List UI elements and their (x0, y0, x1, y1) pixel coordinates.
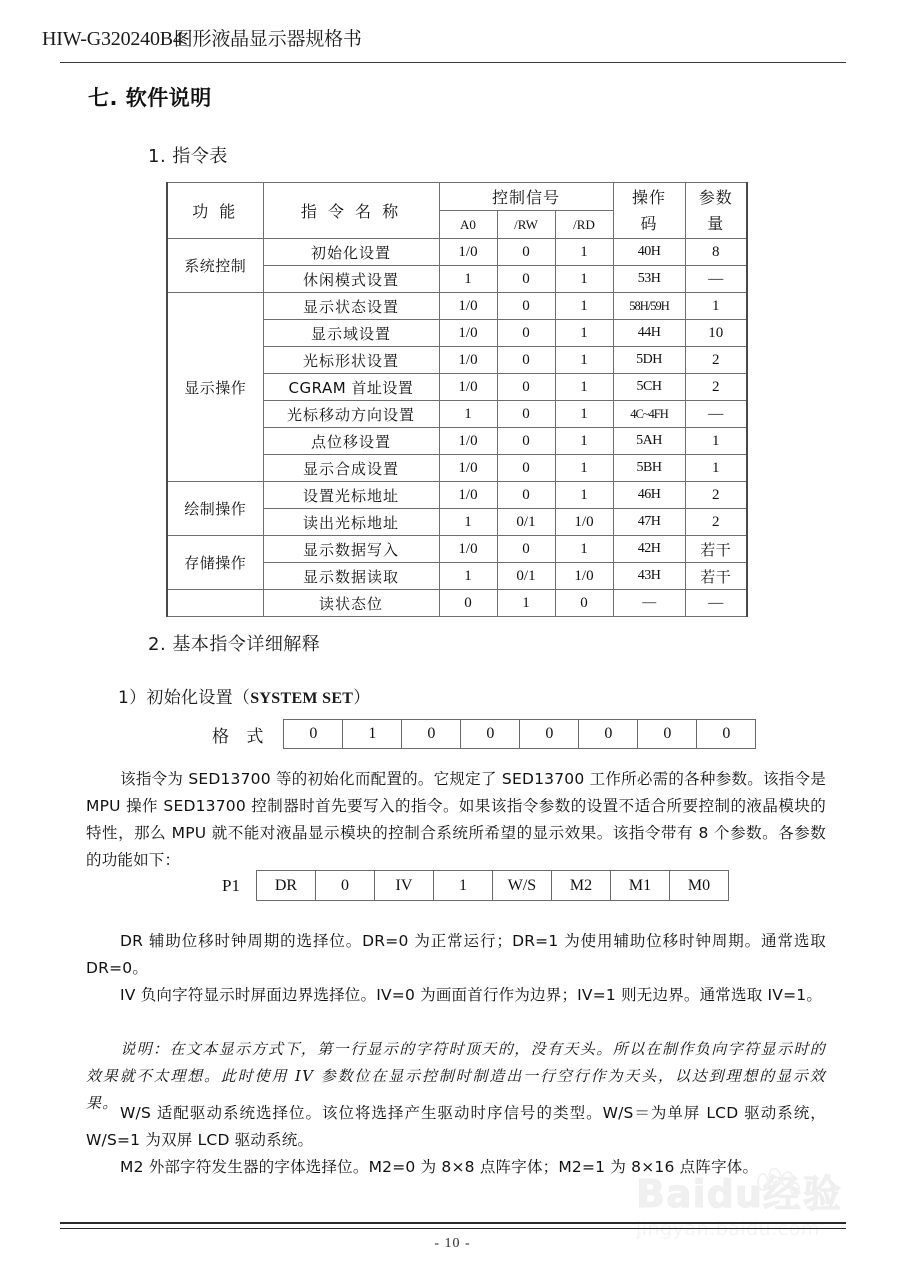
format-bit-boxes (283, 719, 756, 749)
cell-a0: 1 (439, 401, 497, 428)
p1-bit-cell-2: IV (375, 871, 434, 900)
cell-param-count: 10 (685, 320, 747, 347)
cell-function-group: 系统控制 (167, 239, 263, 293)
cell-param-count: — (685, 590, 747, 617)
cell-opcode: 42H (613, 536, 685, 563)
format-bit-cell-5: 0 (579, 720, 638, 748)
cell-a0: 1/0 (439, 536, 497, 563)
format-bit-cell-6: 0 (638, 720, 697, 748)
format-bit-cell-4: 0 (520, 720, 579, 748)
cell-a0: 1/0 (439, 347, 497, 374)
cell-a0: 1/0 (439, 320, 497, 347)
subsection-heading-systemset (118, 683, 371, 708)
cell-command-name: 点位移设置 (263, 428, 439, 455)
command-table-head (167, 183, 747, 239)
command-table-container (166, 182, 748, 617)
cell-a0: 1 (439, 563, 497, 590)
cell-function-group (167, 590, 263, 617)
p1-bit-cell-3: 1 (434, 871, 493, 900)
systemset-heading-cjk: 1）初始化设置（ (118, 688, 251, 708)
format-bit-row (212, 719, 756, 749)
table-row (167, 536, 747, 563)
cell-a0: 1/0 (439, 239, 497, 266)
paragraph-iv (86, 982, 826, 1009)
cell-rw: 0/1 (497, 509, 555, 536)
cell-opcode: 40H (613, 239, 685, 266)
cell-param-count: 2 (685, 347, 747, 374)
cell-a0: 0 (439, 590, 497, 617)
cell-command-name: 设置光标地址 (263, 482, 439, 509)
cell-a0: 1/0 (439, 482, 497, 509)
cell-rd: 1 (555, 401, 613, 428)
cell-rw: 0 (497, 482, 555, 509)
footer-rule-bottom (60, 1228, 846, 1229)
cell-rd: 0 (555, 590, 613, 617)
cell-param-count: 1 (685, 428, 747, 455)
cell-command-name: 休闲模式设置 (263, 266, 439, 293)
cell-rd: 1 (555, 239, 613, 266)
cell-a0: 1 (439, 509, 497, 536)
cell-command-name: 读出光标地址 (263, 509, 439, 536)
subsection-heading-command-table: 1. 指令表 (148, 146, 228, 167)
paragraph-dr (86, 928, 826, 982)
cell-command-name: 显示数据写入 (263, 536, 439, 563)
cell-param-count: 2 (685, 374, 747, 401)
cell-opcode: 5AH (613, 428, 685, 455)
cell-command-name: 光标移动方向设置 (263, 401, 439, 428)
cell-rw: 0 (497, 536, 555, 563)
th-opcode-line1: 操作 (631, 187, 666, 207)
page-header (0, 26, 905, 66)
cell-rd: 1 (555, 455, 613, 482)
cell-a0: 1 (439, 266, 497, 293)
cell-rw: 1 (497, 590, 555, 617)
paragraph-m2 (86, 1154, 826, 1181)
cell-command-name: 显示数据读取 (263, 563, 439, 590)
table-row (167, 293, 747, 320)
p1-bit-boxes (256, 870, 729, 901)
header-rule (60, 62, 846, 63)
p1-bit-cell-0: DR (257, 871, 316, 900)
th-rd: /RD (555, 211, 613, 239)
th-control-signal: 控制信号 (439, 183, 613, 211)
command-table (166, 182, 748, 617)
cell-rd: 1 (555, 320, 613, 347)
cell-param-count: 1 (685, 293, 747, 320)
cell-rw: 0/1 (497, 563, 555, 590)
cell-function-group: 显示操作 (167, 293, 263, 482)
cell-opcode: 43H (613, 563, 685, 590)
cell-param-count: — (685, 266, 747, 293)
section-heading: 七. 软件说明 (88, 86, 212, 110)
cell-function-group: 绘制操作 (167, 482, 263, 536)
cell-command-name: 读状态位 (263, 590, 439, 617)
p1-bit-cell-4: W/S (493, 871, 552, 900)
cell-function-group: 存储操作 (167, 536, 263, 590)
paragraph-ws-text: W/S 适配驱动系统选择位。该位将选择产生驱动时序信号的类型。W/S＝为单屏 LCD 驱动系统，W/S=1 为双屏 LCD 驱动系统。 (86, 1104, 826, 1149)
table-row (167, 590, 747, 617)
cell-rw: 0 (497, 374, 555, 401)
paragraph-m2-text: M2 外部字符发生器的字体选择位。M2=0 为 8×8 点阵字体；M2=1 为 8×16 点阵字体。 (120, 1158, 759, 1176)
p1-row-label: P1 (222, 875, 240, 895)
header-doc-title: 图形液晶显示器规格书 (173, 28, 362, 50)
table-row (167, 482, 747, 509)
cell-opcode: 58H/59H (613, 293, 685, 320)
cell-param-count: 8 (685, 239, 747, 266)
paragraph-iv-text: IV 负向字符显示时屏面边界选择位。IV=0 为画面首行作为边界；IV=1 则无边界。通常选取 IV=1。 (120, 986, 823, 1004)
cell-rd: 1 (555, 536, 613, 563)
systemset-heading-latin: SYSTEM SET (250, 690, 354, 707)
footer-rule-top (60, 1222, 846, 1224)
cell-opcode: 46H (613, 482, 685, 509)
cell-opcode: 5DH (613, 347, 685, 374)
paragraph-systemset (86, 766, 826, 874)
cell-param-count: 2 (685, 509, 747, 536)
cell-param-count: 若干 (685, 563, 747, 590)
paragraph-dr-text: DR 辅助位移时钟周期的选择位。DR=0 为正常运行；DR=1 为使用辅助位移时钟周期。通常选取 DR=0。 (86, 932, 826, 977)
cell-param-count: 2 (685, 482, 747, 509)
cell-rw: 0 (497, 293, 555, 320)
format-row-label: 格 式 (212, 726, 270, 747)
subsection-heading-detail: 2. 基本指令详细解释 (148, 634, 321, 655)
th-param-line2: 量 (707, 213, 725, 233)
cell-command-name: 显示状态设置 (263, 293, 439, 320)
cell-rw: 0 (497, 455, 555, 482)
cell-a0: 1/0 (439, 428, 497, 455)
format-bit-cell-2: 0 (402, 720, 461, 748)
cell-rd: 1/0 (555, 563, 613, 590)
command-table-body (167, 239, 747, 617)
th-opcode (613, 183, 685, 239)
format-bit-cell-0: 0 (284, 720, 343, 748)
th-param-line1: 参数 (698, 187, 733, 207)
cell-rw: 0 (497, 239, 555, 266)
p1-bit-row (222, 870, 729, 901)
cell-param-count: 1 (685, 455, 747, 482)
cell-rw: 0 (497, 347, 555, 374)
cell-a0: 1/0 (439, 293, 497, 320)
p1-bit-cell-1: 0 (316, 871, 375, 900)
cell-opcode: 44H (613, 320, 685, 347)
cell-command-name: 显示域设置 (263, 320, 439, 347)
cell-rw: 0 (497, 428, 555, 455)
cell-a0: 1/0 (439, 455, 497, 482)
cell-param-count: 若干 (685, 536, 747, 563)
th-opcode-line2: 码 (640, 213, 658, 233)
format-bit-cell-3: 0 (461, 720, 520, 748)
watermark-latin: Baidu (636, 1172, 763, 1216)
cell-rw: 0 (497, 320, 555, 347)
watermark-sub-text: jingyan.baidu.com (636, 1218, 820, 1240)
format-bit-cell-1: 1 (343, 720, 402, 748)
header-doc-code: HIW-G320240B4 (42, 28, 183, 50)
format-bit-cell-7: 0 (697, 720, 755, 748)
p1-bit-cell-6: M1 (611, 871, 670, 900)
cell-rw: 0 (497, 401, 555, 428)
p1-bit-cell-7: M0 (670, 871, 728, 900)
cell-opcode: 5BH (613, 455, 685, 482)
paragraph-systemset-text: 该指令为 SED13700 等的初始化而配置的。它规定了 SED13700 工作所必需的各种参数。该指令是 MPU 操作 SED13700 控制器时首先要写入的指令。如果该指令参数的设置不适合所要控制的液晶模块的特性，那么 MPU 就不能对液晶显示模块的控制合系统所希望的显示效果。该指令带有 8 个参数。各参数的功能如下： (86, 770, 826, 869)
cell-opcode: 47H (613, 509, 685, 536)
paragraph-note-text: 说明：在文本显示方式下，第一行显示的字符时顶天的，没有天头。所以在制作负向字符显示时的效果就不太理想。此时使用 IV 参数位在显示控制时制造出一行空行作为天头，以达到理想的显示效果。 (86, 1040, 826, 1112)
cell-rd: 1 (555, 293, 613, 320)
cell-command-name: CGRAM 首址设置 (263, 374, 439, 401)
systemset-heading-tail: ） (353, 688, 371, 708)
th-command-name: 指 令 名 称 (263, 183, 439, 239)
cell-command-name: 光标形状设置 (263, 347, 439, 374)
table-row (167, 239, 747, 266)
th-param-count (685, 183, 747, 239)
cell-rd: 1 (555, 347, 613, 374)
cell-opcode: 5CH (613, 374, 685, 401)
cell-rd: 1/0 (555, 509, 613, 536)
cell-rw: 0 (497, 266, 555, 293)
watermark-cjk: 经验 (762, 1172, 843, 1216)
cell-param-count: — (685, 401, 747, 428)
header-title (42, 26, 362, 52)
cell-command-name: 初始化设置 (263, 239, 439, 266)
cell-rd: 1 (555, 266, 613, 293)
th-rw: /RW (497, 211, 555, 239)
cell-opcode: 4C~4FH (613, 401, 685, 428)
p1-bit-cell-5: M2 (552, 871, 611, 900)
cell-rd: 1 (555, 428, 613, 455)
page-number: - 10 - (434, 1236, 471, 1251)
th-function: 功 能 (167, 183, 263, 239)
cell-rd: 1 (555, 482, 613, 509)
table-header-row-1 (167, 183, 747, 211)
th-a0: A0 (439, 211, 497, 239)
cell-opcode: 53H (613, 266, 685, 293)
cell-a0: 1/0 (439, 374, 497, 401)
paragraph-ws (86, 1100, 826, 1154)
cell-opcode: — (613, 590, 685, 617)
cell-rd: 1 (555, 374, 613, 401)
cell-command-name: 显示合成设置 (263, 455, 439, 482)
